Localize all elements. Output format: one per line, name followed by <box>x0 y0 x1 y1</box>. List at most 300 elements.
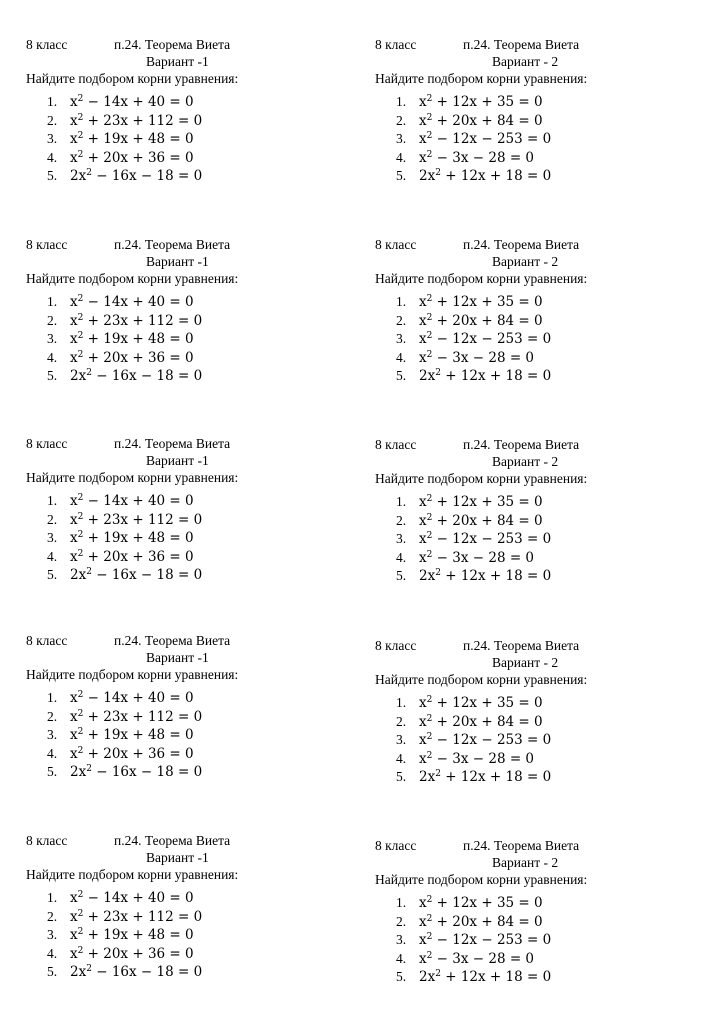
equation-number: 2. <box>47 312 58 328</box>
equation <box>419 894 543 913</box>
equation-number: 1. <box>396 695 407 710</box>
equation-item <box>375 931 675 950</box>
equation-lead-term: 2x <box>419 769 436 786</box>
equation-lead-term: x <box>419 713 427 730</box>
equation-number: 1. <box>396 895 407 910</box>
equation-number: 5. <box>396 769 407 785</box>
equation-number: 2. <box>396 112 407 128</box>
equation <box>70 167 202 186</box>
equation-lead-term: x <box>419 331 427 348</box>
equation-list <box>26 93 326 186</box>
equation-number: 2. <box>396 913 407 929</box>
equation-lead-term: x <box>70 349 78 366</box>
equation-exponent: 2 <box>426 331 433 342</box>
card-header <box>375 236 675 253</box>
equation-exponent: 2 <box>426 294 433 304</box>
equation-rest: − 12x − 253 = 0 <box>432 131 552 148</box>
equation-number: 4. <box>396 549 407 565</box>
equation-rest: + 23x + 112 = 0 <box>83 708 203 725</box>
equation-item <box>375 512 675 531</box>
equation-rest: + 12x + 18 = 0 <box>440 568 552 585</box>
equation-list <box>375 493 675 586</box>
equation-rest: + 19x + 48 = 0 <box>83 131 194 148</box>
equation-item <box>375 530 675 549</box>
equation-lead-term: x <box>70 945 78 962</box>
equation-lead-term: x <box>70 727 78 744</box>
equation-lead-term: 2x <box>419 168 436 185</box>
equation <box>419 694 543 713</box>
equation <box>70 708 202 727</box>
equation-lead-term: 2x <box>419 568 436 585</box>
equation-item <box>26 689 326 708</box>
worksheet-card <box>375 637 675 787</box>
equation-lead-term: x <box>419 349 427 366</box>
equation-lead-term: x <box>70 548 78 565</box>
equation-rest: + 19x + 48 = 0 <box>83 530 194 547</box>
equation-item <box>26 963 326 982</box>
equation-lead-term: x <box>419 512 427 529</box>
equation-item <box>26 93 326 112</box>
equation-item <box>26 349 326 368</box>
equation <box>419 149 534 168</box>
equation-lead-term: 2x <box>419 969 436 986</box>
topic-title: п.24. Теорема Виета <box>463 838 580 853</box>
equation-lead-term: x <box>70 908 78 925</box>
equation-lead-term: x <box>70 294 78 310</box>
equation-item <box>26 293 326 312</box>
equation-rest: + 20x + 84 = 0 <box>432 512 543 529</box>
equation-lead-term: x <box>70 927 78 944</box>
equation-rest: − 16x − 18 = 0 <box>91 964 203 981</box>
equation-item <box>26 926 326 945</box>
equation-item <box>375 894 675 913</box>
equation-number: 5. <box>47 964 58 980</box>
equation-lead-term: x <box>419 112 427 129</box>
task-instruction: Найдите подбором корни уравнения: <box>26 667 239 682</box>
equation-number: 1. <box>396 294 407 309</box>
equation-rest: − 16x − 18 = 0 <box>91 764 203 781</box>
equation <box>70 112 202 131</box>
equation-number: 4. <box>396 750 407 766</box>
equation-exponent: 2 <box>426 131 433 142</box>
equation-lead-term: x <box>419 895 427 911</box>
equation-exponent: 2 <box>86 567 92 578</box>
equation-item <box>375 112 675 131</box>
equation <box>70 511 202 530</box>
equation-lead-term: x <box>419 494 427 510</box>
task-instruction: Найдите подбором корни уравнения: <box>26 71 239 86</box>
equation-rest: + 20x + 84 = 0 <box>432 312 543 329</box>
equation-item <box>375 293 675 312</box>
equation-lead-term: x <box>70 112 78 129</box>
equation-exponent: 2 <box>86 368 92 379</box>
equation <box>419 293 543 312</box>
card-header <box>26 832 326 849</box>
worksheet-card <box>375 236 675 386</box>
equation <box>70 763 202 782</box>
equation-exponent: 2 <box>77 112 84 123</box>
equation-rest: + 20x + 36 = 0 <box>83 349 194 366</box>
equation-number: 5. <box>396 969 407 985</box>
equation-item <box>26 529 326 548</box>
equation-exponent: 2 <box>426 932 433 943</box>
variant-label: Вариант - 2 <box>492 254 559 269</box>
equation-number: 4. <box>47 945 58 961</box>
equation-rest: + 20x + 36 = 0 <box>83 149 194 166</box>
equation <box>70 889 194 908</box>
equation-number: 1. <box>47 493 58 508</box>
equation-number: 3. <box>47 727 58 743</box>
equation-rest: + 20x + 84 = 0 <box>432 112 543 129</box>
equation-lead-term: x <box>419 950 427 967</box>
equation <box>419 768 551 787</box>
equation-lead-term: x <box>70 331 78 348</box>
equation-lead-term: 2x <box>70 368 87 385</box>
equation-rest: − 16x − 18 = 0 <box>91 368 203 385</box>
equation-number: 4. <box>396 149 407 165</box>
equation-exponent: 2 <box>77 131 84 142</box>
grade-label: 8 класс <box>26 37 68 52</box>
equation-number: 5. <box>396 168 407 184</box>
equation-item <box>375 713 675 732</box>
equation-rest: − 14x + 40 = 0 <box>83 890 194 906</box>
equation <box>70 926 194 945</box>
equation-lead-term: x <box>70 94 78 110</box>
variant-label: Вариант -1 <box>146 650 209 665</box>
variant-label: Вариант - 2 <box>492 855 559 870</box>
grade-label: 8 класс <box>375 437 417 452</box>
equation-lead-term: x <box>419 549 427 566</box>
equation-rest: − 16x − 18 = 0 <box>91 168 203 185</box>
equation-rest: − 12x − 253 = 0 <box>432 932 552 949</box>
equation-exponent: 2 <box>77 945 84 956</box>
equation-item <box>375 493 675 512</box>
equation <box>419 731 551 750</box>
equation-item <box>375 549 675 568</box>
equation-number: 4. <box>396 950 407 966</box>
equation <box>70 293 194 312</box>
equation-item <box>375 750 675 769</box>
grade-label: 8 класс <box>26 237 68 252</box>
equation-number: 2. <box>47 511 58 527</box>
equation-lead-term: x <box>70 890 78 906</box>
equation-exponent: 2 <box>435 168 441 179</box>
equation-item <box>375 768 675 787</box>
equation-exponent: 2 <box>77 927 84 938</box>
equation-number: 3. <box>47 331 58 347</box>
equation-item <box>375 93 675 112</box>
equation-number: 1. <box>47 690 58 705</box>
equation-lead-term: x <box>70 690 78 706</box>
equation-item <box>26 492 326 511</box>
task-instruction: Найдите подбором корни уравнения: <box>26 271 239 286</box>
equation-lead-term: x <box>419 131 427 148</box>
topic-title: п.24. Теорема Виета <box>114 833 231 848</box>
equation <box>419 512 543 531</box>
equation-item <box>375 130 675 149</box>
equation-exponent: 2 <box>426 695 433 705</box>
variant-label: Вариант -1 <box>146 453 209 468</box>
equation <box>70 349 194 368</box>
equation-number: 5. <box>396 568 407 584</box>
equation-rest: + 19x + 48 = 0 <box>83 927 194 944</box>
equation-rest: − 3x − 28 = 0 <box>432 549 535 566</box>
equation-lead-term: x <box>419 149 427 166</box>
equation-exponent: 2 <box>77 530 84 541</box>
equation-lead-term: x <box>419 695 427 711</box>
equation <box>419 349 534 368</box>
equation-rest: + 12x + 18 = 0 <box>440 969 552 986</box>
task-instruction: Найдите подбором корни уравнения: <box>375 872 588 887</box>
equation-exponent: 2 <box>426 750 433 761</box>
topic-title: п.24. Теорема Виета <box>463 437 580 452</box>
equation-number: 2. <box>47 708 58 724</box>
equation-item <box>375 731 675 750</box>
equation-exponent: 2 <box>426 950 433 961</box>
topic-title: п.24. Теорема Виета <box>114 436 231 451</box>
equation <box>419 968 551 987</box>
equation-item <box>26 548 326 567</box>
variant-label: Вариант -1 <box>146 850 209 865</box>
equation-exponent: 2 <box>426 895 433 905</box>
worksheet-card <box>375 36 675 186</box>
equation-rest: − 3x − 28 = 0 <box>432 349 535 366</box>
equation-rest: + 23x + 112 = 0 <box>83 908 203 925</box>
equation <box>70 566 202 585</box>
equation <box>70 130 194 149</box>
equation-item <box>375 694 675 713</box>
equation-lead-term: x <box>70 530 78 547</box>
equation-number: 3. <box>396 732 407 748</box>
grade-label: 8 класс <box>375 237 417 252</box>
topic-title: п.24. Теорема Виета <box>114 633 231 648</box>
equation-list <box>26 889 326 982</box>
equation <box>419 167 551 186</box>
card-header <box>375 637 675 654</box>
equation-number: 2. <box>47 908 58 924</box>
equation-number: 4. <box>47 745 58 761</box>
equation-exponent: 2 <box>77 908 84 919</box>
equation <box>419 750 534 769</box>
equation-exponent: 2 <box>77 708 84 719</box>
variant-label: Вариант -1 <box>146 54 209 69</box>
equation-list <box>375 694 675 787</box>
equation-list <box>26 689 326 782</box>
equation-list <box>375 93 675 186</box>
equation-number: 4. <box>396 349 407 365</box>
equation-rest: + 12x + 35 = 0 <box>432 895 543 911</box>
worksheet-card <box>26 632 326 782</box>
equation-exponent: 2 <box>426 112 433 123</box>
equation-number: 3. <box>47 131 58 147</box>
equation-exponent: 2 <box>77 511 84 522</box>
equation-exponent: 2 <box>435 568 441 579</box>
equation-exponent: 2 <box>77 331 84 342</box>
card-header <box>26 236 326 253</box>
equation <box>70 945 194 964</box>
worksheet-card <box>26 236 326 386</box>
equation-exponent: 2 <box>426 531 433 542</box>
equation-number: 1. <box>47 294 58 309</box>
equation-list <box>375 894 675 987</box>
equation-item <box>375 950 675 969</box>
equation-exponent: 2 <box>77 690 84 700</box>
equation-rest: − 3x − 28 = 0 <box>432 149 535 166</box>
equation-number: 2. <box>396 312 407 328</box>
task-instruction: Найдите подбором корни уравнения: <box>375 672 588 687</box>
card-header <box>375 36 675 53</box>
equation-exponent: 2 <box>426 713 433 724</box>
equation-rest: + 23x + 112 = 0 <box>83 511 203 528</box>
worksheet-card <box>26 36 326 186</box>
equation-exponent: 2 <box>77 149 84 160</box>
equation-rest: − 14x + 40 = 0 <box>83 294 194 310</box>
equation-exponent: 2 <box>77 312 84 323</box>
equation-item <box>375 312 675 331</box>
equation-rest: − 12x − 253 = 0 <box>432 531 552 548</box>
equation-exponent: 2 <box>77 727 84 738</box>
topic-title: п.24. Теорема Виета <box>463 37 580 52</box>
grade-label: 8 класс <box>375 638 417 653</box>
equation <box>419 330 551 349</box>
equation <box>70 963 202 982</box>
equation-item <box>26 708 326 727</box>
equation <box>419 931 551 950</box>
equation-number: 2. <box>47 112 58 128</box>
grade-label: 8 класс <box>375 37 417 52</box>
equation <box>419 530 551 549</box>
equation-exponent: 2 <box>77 548 84 559</box>
equation-rest: − 14x + 40 = 0 <box>83 493 194 509</box>
equation-rest: + 20x + 36 = 0 <box>83 745 194 762</box>
card-header <box>375 837 675 854</box>
equation-lead-term: x <box>419 750 427 767</box>
equation-number: 1. <box>47 94 58 109</box>
equation-number: 3. <box>396 531 407 547</box>
equation-item <box>375 167 675 186</box>
equation <box>70 367 202 386</box>
equation-rest: + 12x + 35 = 0 <box>432 494 543 510</box>
equation-exponent: 2 <box>435 769 441 780</box>
equation-lead-term: x <box>419 94 427 110</box>
equation-rest: − 14x + 40 = 0 <box>83 94 194 110</box>
equation-item <box>26 889 326 908</box>
equation-number: 1. <box>396 94 407 109</box>
equation-rest: + 12x + 35 = 0 <box>432 94 543 110</box>
equation-list <box>375 293 675 386</box>
equation-rest: − 14x + 40 = 0 <box>83 690 194 706</box>
variant-label: Вариант -1 <box>146 254 209 269</box>
topic-title: п.24. Теорема Виета <box>114 237 231 252</box>
equation <box>419 130 551 149</box>
equation <box>70 492 194 511</box>
equation-list <box>26 492 326 585</box>
variant-label: Вариант - 2 <box>492 454 559 469</box>
equation-exponent: 2 <box>77 349 84 360</box>
topic-title: п.24. Теорема Виета <box>114 37 231 52</box>
equation-number: 2. <box>396 713 407 729</box>
equation-lead-term: x <box>419 312 427 329</box>
equation-exponent: 2 <box>426 512 433 523</box>
equation-item <box>375 567 675 586</box>
equation-exponent: 2 <box>77 493 84 503</box>
card-header <box>26 435 326 452</box>
equation <box>70 908 202 927</box>
task-instruction: Найдите подбором корни уравнения: <box>375 71 588 86</box>
equation-list <box>26 293 326 386</box>
equation-exponent: 2 <box>86 764 92 775</box>
equation-rest: + 20x + 84 = 0 <box>432 913 543 930</box>
equation-exponent: 2 <box>426 549 433 560</box>
equation-lead-term: x <box>70 312 78 329</box>
equation-rest: + 23x + 112 = 0 <box>83 112 203 129</box>
worksheet-card <box>26 435 326 585</box>
task-instruction: Найдите подбором корни уравнения: <box>375 271 588 286</box>
equation-item <box>375 968 675 987</box>
equation <box>419 367 551 386</box>
equation-exponent: 2 <box>435 368 441 379</box>
equation-rest: + 20x + 36 = 0 <box>83 548 194 565</box>
equation <box>419 713 543 732</box>
card-header <box>26 36 326 53</box>
equation-item <box>26 726 326 745</box>
equation-rest: − 12x − 253 = 0 <box>432 331 552 348</box>
equation-exponent: 2 <box>77 745 84 756</box>
equation-rest: + 20x + 84 = 0 <box>432 713 543 730</box>
task-instruction: Найдите подбором корни уравнения: <box>26 867 239 882</box>
equation-item <box>26 130 326 149</box>
equation-number: 1. <box>47 890 58 905</box>
equation-rest: − 12x − 253 = 0 <box>432 732 552 749</box>
equation-number: 5. <box>47 567 58 583</box>
worksheet-card <box>375 436 675 586</box>
equation-rest: − 3x − 28 = 0 <box>432 950 535 967</box>
equation-lead-term: x <box>70 708 78 725</box>
equation <box>419 913 543 932</box>
equation-item <box>26 149 326 168</box>
equation-exponent: 2 <box>426 349 433 360</box>
equation-number: 2. <box>396 512 407 528</box>
equation-number: 5. <box>396 368 407 384</box>
equation-number: 5. <box>47 168 58 184</box>
equation-item <box>26 945 326 964</box>
equation-lead-term: 2x <box>70 567 87 584</box>
equation <box>70 548 194 567</box>
equation-lead-term: x <box>419 294 427 310</box>
equation-number: 3. <box>396 131 407 147</box>
equation-lead-term: x <box>419 732 427 749</box>
equation-rest: + 12x + 18 = 0 <box>440 769 552 786</box>
equation-item <box>26 511 326 530</box>
equation-item <box>26 745 326 764</box>
equation-rest: + 12x + 35 = 0 <box>432 695 543 711</box>
worksheet-card <box>26 832 326 982</box>
equation <box>419 950 534 969</box>
equation-item <box>26 112 326 131</box>
equation-rest: + 19x + 48 = 0 <box>83 727 194 744</box>
equation-exponent: 2 <box>77 890 84 900</box>
equation-exponent: 2 <box>426 913 433 924</box>
equation-number: 3. <box>47 530 58 546</box>
equation-rest: − 3x − 28 = 0 <box>432 750 535 767</box>
variant-label: Вариант - 2 <box>492 655 559 670</box>
equation <box>419 93 543 112</box>
equation-item <box>26 312 326 331</box>
variant-label: Вариант - 2 <box>492 54 559 69</box>
grade-label: 8 класс <box>26 633 68 648</box>
equation-item <box>26 330 326 349</box>
card-header <box>375 436 675 453</box>
